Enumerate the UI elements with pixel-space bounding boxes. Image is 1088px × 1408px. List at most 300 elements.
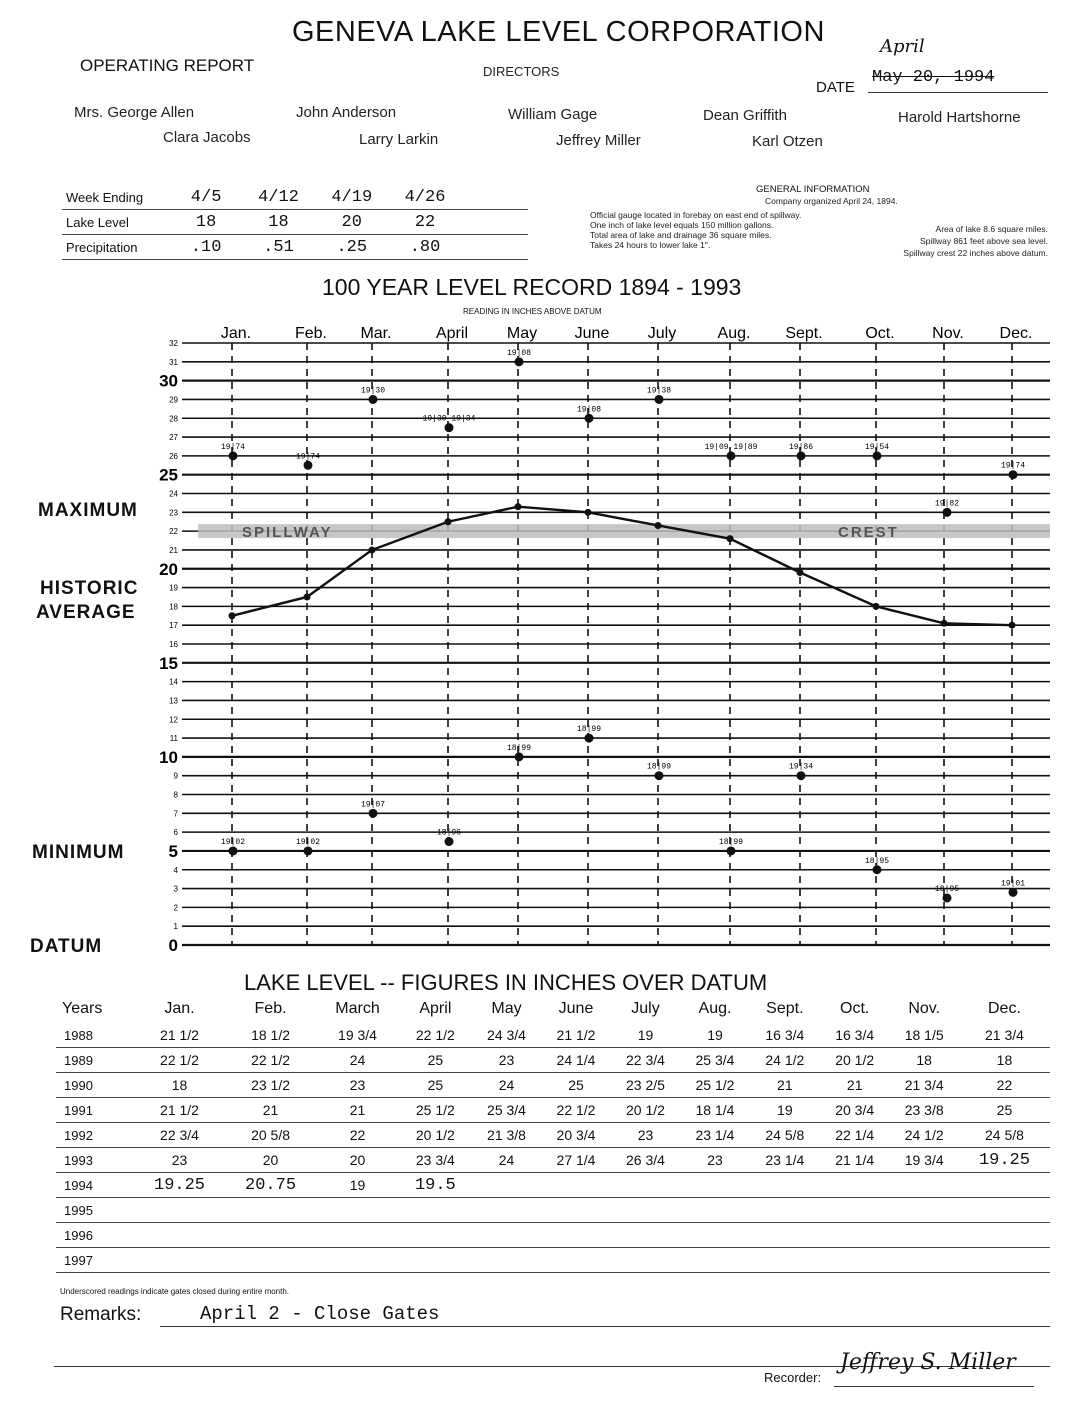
table-row — [56, 1123, 1050, 1148]
level-cell: 23 1/4 — [680, 1123, 749, 1148]
maximum-label: MAXIMUM — [38, 500, 138, 521]
table-row — [56, 1148, 1050, 1173]
general-info-line: Spillway crest 22 inches above datum. — [903, 248, 1048, 258]
y-tick-label: 21 — [169, 545, 178, 555]
level-cell: 22 1/2 — [399, 1023, 472, 1048]
level-cell — [611, 1173, 680, 1198]
level-cell — [399, 1198, 472, 1223]
minimum-point — [304, 846, 313, 855]
year-cell: 1988 — [56, 1023, 134, 1048]
minimum-year-label: 19|34 — [788, 762, 814, 772]
directors-label: DIRECTORS — [483, 64, 560, 79]
level-cell: 22 — [316, 1123, 399, 1148]
y-tick-label: 0 — [168, 936, 178, 955]
average-point — [445, 518, 452, 525]
level-cell: 25 — [541, 1073, 610, 1098]
precipitation-cell: .25 — [315, 235, 388, 260]
level-cell: 23 — [611, 1123, 680, 1148]
month-header: March — [335, 999, 380, 1017]
average-point — [304, 593, 311, 600]
y-tick-label: 24 — [169, 489, 178, 499]
month-header: Feb. — [254, 999, 287, 1017]
level-cell: 24 3/4 — [472, 1023, 541, 1048]
table-row — [56, 1023, 1050, 1048]
level-cell: 18 1/2 — [225, 1023, 316, 1048]
level-cell — [225, 1198, 316, 1223]
level-cell: 21 3/4 — [889, 1073, 958, 1098]
level-cell: 19 3/4 — [316, 1023, 399, 1048]
month-header: Nov. — [908, 999, 941, 1017]
director-name: Clara Jacobs — [163, 129, 251, 146]
week-ending-cell: 4/12 — [242, 185, 315, 210]
level-cell: 20 1/2 — [820, 1048, 889, 1073]
week-ending-cell: 4/5 — [170, 185, 242, 210]
director-name: Mrs. George Allen — [74, 104, 195, 121]
level-cell — [959, 1198, 1050, 1223]
level-cell: 25 — [399, 1073, 472, 1098]
y-tick-label: 5 — [168, 841, 178, 861]
month-header: Oct. — [840, 999, 870, 1017]
level-cell: 24 — [472, 1073, 541, 1098]
month-header: Aug. — [698, 999, 732, 1017]
level-cell: 18 1/5 — [889, 1023, 958, 1048]
maximum-year-label: 19|74 — [220, 442, 246, 452]
level-cell: 20 1/2 — [399, 1123, 472, 1148]
recorder-label: Recorder: — [764, 1370, 822, 1385]
minimum-point — [873, 865, 882, 874]
level-cell: 24 5/8 — [959, 1123, 1050, 1148]
precipitation-cell: .10 — [170, 235, 242, 260]
maximum-year-label: 19|86 — [788, 442, 814, 452]
minimum-year-label: 18|99 — [506, 743, 532, 753]
maximum-point — [727, 451, 736, 460]
level-cell: 23 3/4 — [399, 1148, 472, 1173]
maximum-point — [1009, 470, 1018, 479]
row-label: Lake Level — [62, 210, 170, 235]
table-row — [56, 1198, 1050, 1223]
level-cell — [541, 1173, 610, 1198]
month-label: Feb. — [294, 325, 328, 342]
crest-text: CREST — [838, 524, 899, 542]
year-cell: 1989 — [56, 1048, 134, 1073]
y-tick-label: 8 — [173, 790, 178, 800]
month-label: Dec. — [999, 325, 1033, 342]
level-cell: 19.25 — [959, 1148, 1050, 1173]
level-cell: 24 1/2 — [750, 1048, 820, 1073]
level-cell: 22 3/4 — [611, 1048, 680, 1073]
director-name: William Gage — [508, 106, 598, 123]
level-cell: 24 5/8 — [750, 1123, 820, 1148]
y-tick-label: 19 — [169, 583, 178, 593]
level-cell: 23 — [134, 1148, 225, 1173]
month-label: July — [647, 325, 677, 342]
y-tick-label: 12 — [169, 715, 178, 725]
month-header: June — [558, 999, 594, 1017]
spillway-text: SPILLWAY — [242, 524, 333, 542]
year-cell: 1990 — [56, 1073, 134, 1098]
level-cell: 25 1/2 — [680, 1073, 749, 1098]
level-cell — [889, 1223, 958, 1248]
level-cell: 24 — [472, 1148, 541, 1173]
director-name: Dean Griffith — [703, 107, 787, 124]
y-tick-label: 15 — [159, 653, 178, 673]
minimum-label: MINIMUM — [32, 842, 125, 863]
maximum-year-label: 19|74 — [295, 452, 321, 462]
average-point — [585, 509, 592, 516]
average-point — [229, 612, 236, 619]
month-header: July — [631, 999, 660, 1017]
level-cell: 23 — [316, 1073, 399, 1098]
month-header: Sept. — [766, 999, 804, 1017]
average-point — [1009, 622, 1016, 629]
minimum-year-label: 19|01 — [1000, 879, 1026, 889]
y-tick-label: 18 — [169, 602, 178, 612]
date-handwritten: April — [880, 36, 925, 57]
director-name: Karl Otzen — [752, 133, 823, 150]
level-cell: 23 — [680, 1148, 749, 1173]
y-tick-label: 26 — [169, 451, 178, 461]
level-cell — [316, 1248, 399, 1273]
level-cell: 16 3/4 — [750, 1023, 820, 1048]
y-tick-label: 3 — [173, 884, 178, 894]
level-cell: 20 5/8 — [225, 1123, 316, 1148]
maximum-year-label: 19|82 — [934, 499, 960, 509]
level-cell — [472, 1173, 541, 1198]
minimum-point — [585, 734, 594, 743]
y-tick-label: 29 — [169, 395, 178, 405]
maximum-year-label: 19|08 — [576, 405, 602, 415]
level-cell — [472, 1223, 541, 1248]
level-cell: 23 — [472, 1048, 541, 1073]
level-cell: 25 — [959, 1098, 1050, 1123]
level-cell: 20 — [316, 1148, 399, 1173]
level-cell — [750, 1173, 820, 1198]
maximum-year-label: 19|09 19|89 — [704, 442, 758, 452]
y-tick-label: 9 — [173, 771, 178, 781]
general-info-heading: GENERAL INFORMATION — [756, 184, 870, 195]
level-cell: 23 1/4 — [750, 1148, 820, 1173]
general-info-line: Official gauge located in forebay on east end of spillway. — [590, 210, 802, 220]
year-cell: 1993 — [56, 1148, 134, 1173]
level-cell: 20 — [225, 1148, 316, 1173]
level-cell: 21 3/4 — [959, 1023, 1050, 1048]
minimum-point — [797, 771, 806, 780]
average-point — [655, 522, 662, 529]
level-cell — [541, 1223, 610, 1248]
recorder-signature: Jeffrey S. Miller — [840, 1350, 1016, 1375]
maximum-point — [229, 451, 238, 460]
table-row — [56, 1248, 1050, 1273]
row-label: Precipitation — [62, 235, 170, 260]
level-cell: 21 1/2 — [134, 1098, 225, 1123]
general-info-line: One inch of lake level equals 150 million gallons. — [590, 220, 774, 230]
level-cell: 22 3/4 — [134, 1123, 225, 1148]
level-cell: 24 — [316, 1048, 399, 1073]
minimum-point — [727, 846, 736, 855]
y-tick-label: 1 — [173, 922, 178, 932]
level-cell — [680, 1173, 749, 1198]
general-info-line: Spillway 861 feet above sea level. — [919, 236, 1048, 246]
minimum-year-label: 18|99 — [576, 725, 602, 735]
level-cell: 16 3/4 — [820, 1023, 889, 1048]
minimum-year-label: 18|99 — [646, 762, 672, 772]
level-cell — [820, 1198, 889, 1223]
y-tick-label: 6 — [173, 828, 178, 838]
month-label: Jan. — [220, 325, 252, 342]
director-name: Larry Larkin — [359, 131, 439, 148]
level-cell: 21 1/2 — [541, 1023, 610, 1048]
level-cell: 21 — [316, 1098, 399, 1123]
average-point — [727, 535, 734, 542]
y-tick-label: 4 — [173, 865, 178, 875]
years-header: Years — [62, 999, 103, 1017]
table-header-row — [56, 994, 1050, 1023]
datum-label: DATUM — [30, 936, 103, 957]
y-tick-label: 14 — [169, 677, 178, 687]
level-cell: 25 1/2 — [399, 1098, 472, 1123]
y-tick-label: 27 — [169, 433, 178, 443]
level-cell: 20.75 — [225, 1173, 316, 1198]
month-header: May — [491, 999, 522, 1017]
maximum-point — [585, 414, 594, 423]
level-cell: 22 — [959, 1073, 1050, 1098]
y-tick-label: 23 — [169, 508, 178, 518]
level-cell: 25 — [399, 1048, 472, 1073]
y-tick-label: 30 — [159, 371, 178, 391]
minimum-year-label: 18|95 — [934, 884, 960, 894]
level-cell — [134, 1198, 225, 1223]
level-cell — [680, 1223, 749, 1248]
director-name: Jeffrey Miller — [556, 132, 641, 149]
general-info-line: Takes 24 hours to lower lake 1". — [590, 240, 711, 250]
y-tick-label: 28 — [169, 414, 178, 424]
week-ending-cell: 4/19 — [315, 185, 388, 210]
table-row — [56, 1098, 1050, 1123]
level-cell — [472, 1198, 541, 1223]
underscore-note: Underscored readings indicate gates closed during entire month. — [60, 1287, 290, 1296]
level-cell — [611, 1223, 680, 1248]
lake-level-cell: 20 — [315, 210, 388, 235]
level-cell — [820, 1223, 889, 1248]
minimum-year-label: 18|95 — [864, 856, 890, 866]
table-row — [56, 1048, 1050, 1073]
level-cell: 18 — [889, 1048, 958, 1073]
minimum-point — [369, 809, 378, 818]
y-tick-label: 2 — [173, 903, 178, 913]
y-tick-label: 16 — [169, 640, 178, 649]
month-label: June — [574, 325, 610, 342]
minimum-point — [229, 846, 238, 855]
general-info-organized: Company organized April 24, 1894. — [765, 196, 898, 206]
maximum-point — [655, 395, 664, 404]
chart-subtitle: READING IN INCHES ABOVE DATUM — [463, 307, 602, 316]
row-label: Week Ending — [62, 185, 170, 210]
level-cell: 25 3/4 — [680, 1048, 749, 1073]
minimum-year-label: 19|02 — [220, 837, 246, 847]
lake-level-table — [56, 994, 1050, 1273]
level-cell — [134, 1248, 225, 1273]
average-point — [873, 603, 880, 610]
level-cell: 19 3/4 — [889, 1148, 958, 1173]
level-cell — [541, 1198, 610, 1223]
year-cell: 1992 — [56, 1123, 134, 1148]
level-cell: 19 — [680, 1023, 749, 1048]
level-cell — [889, 1198, 958, 1223]
y-tick-label: 22 — [169, 527, 178, 537]
level-cell: 26 3/4 — [611, 1148, 680, 1173]
level-cell: 18 — [134, 1073, 225, 1098]
minimum-year-label: 18|96 — [436, 828, 462, 838]
level-cell — [316, 1198, 399, 1223]
maximum-point — [515, 357, 524, 366]
month-label: May — [506, 325, 538, 342]
maximum-year-label: 19|38 — [646, 386, 672, 396]
date-value: May 20, 1994 — [872, 68, 995, 87]
level-cell — [750, 1223, 820, 1248]
maximum-year-label: 19|30 19|34 — [422, 414, 476, 424]
minimum-point — [515, 752, 524, 761]
precipitation-cell: .51 — [242, 235, 315, 260]
level-cell: 25 3/4 — [472, 1098, 541, 1123]
maximum-point — [445, 423, 454, 432]
level-cell: 21 3/8 — [472, 1123, 541, 1148]
level-cell: 19.25 — [134, 1173, 225, 1198]
level-cell — [541, 1248, 610, 1273]
minimum-point — [943, 893, 952, 902]
y-tick-label: 13 — [169, 696, 178, 706]
maximum-point — [943, 508, 952, 517]
general-info-line: Total area of lake and drainage 36 square miles. — [590, 230, 772, 240]
level-cell: 19 — [316, 1173, 399, 1198]
y-tick-label: 31 — [169, 357, 178, 367]
level-cell — [225, 1223, 316, 1248]
average-point — [369, 546, 376, 553]
level-cell: 21 — [820, 1073, 889, 1098]
level-cell: 23 2/5 — [611, 1073, 680, 1098]
month-header: Dec. — [988, 999, 1021, 1017]
table-row — [56, 1173, 1050, 1198]
year-cell: 1995 — [56, 1198, 134, 1223]
level-cell: 21 — [750, 1073, 820, 1098]
maximum-year-label: 19|08 — [506, 348, 532, 358]
level-cell — [680, 1198, 749, 1223]
y-tick-label: 32 — [169, 339, 178, 348]
level-cell — [134, 1223, 225, 1248]
month-header: Jan. — [164, 999, 195, 1017]
level-cell — [472, 1248, 541, 1273]
level-cell — [399, 1248, 472, 1273]
y-tick-label: 20 — [159, 559, 178, 579]
level-cell — [820, 1173, 889, 1198]
level-cell: 27 1/4 — [541, 1148, 610, 1173]
level-cell: 20 3/4 — [541, 1123, 610, 1148]
year-cell: 1991 — [56, 1098, 134, 1123]
year-cell: 1996 — [56, 1223, 134, 1248]
y-tick-label: 17 — [169, 621, 178, 631]
level-cell — [225, 1248, 316, 1273]
level-cell: 21 — [225, 1098, 316, 1123]
average-point — [797, 569, 804, 576]
level-cell — [680, 1248, 749, 1273]
minimum-point — [1009, 888, 1018, 897]
minimum-point — [445, 837, 454, 846]
month-label: Sept. — [785, 325, 823, 342]
lake-level-cell: 18 — [170, 210, 242, 235]
level-cell — [750, 1248, 820, 1273]
maximum-point — [304, 461, 313, 470]
lake-level-cell: 18 — [242, 210, 315, 235]
maximum-point — [369, 395, 378, 404]
page-title: GENEVA LAKE LEVEL CORPORATION — [292, 16, 825, 48]
lake-level-cell: 22 — [388, 210, 461, 235]
month-label: April — [435, 325, 469, 342]
average-label: AVERAGE — [36, 602, 136, 623]
date-label: DATE — [816, 79, 855, 96]
level-cell — [399, 1223, 472, 1248]
level-cell: 18 — [959, 1048, 1050, 1073]
report-label: OPERATING REPORT — [80, 56, 255, 75]
y-tick-label: 10 — [159, 747, 178, 767]
level-cell — [750, 1198, 820, 1223]
level-cell — [889, 1173, 958, 1198]
level-cell: 22 1/2 — [541, 1098, 610, 1123]
maximum-year-label: 19|74 — [1000, 461, 1026, 471]
level-cell: 19 — [750, 1098, 820, 1123]
maximum-point — [797, 451, 806, 460]
year-cell: 1994 — [56, 1173, 134, 1198]
level-cell: 21 1/2 — [134, 1023, 225, 1048]
table-row — [56, 1073, 1050, 1098]
month-label: Oct. — [865, 325, 895, 342]
level-cell — [959, 1248, 1050, 1273]
level-cell: 23 3/8 — [889, 1098, 958, 1123]
precipitation-cell: .80 — [388, 235, 461, 260]
level-cell — [316, 1223, 399, 1248]
level-cell: 22 1/4 — [820, 1123, 889, 1148]
minimum-point — [655, 771, 664, 780]
level-cell: 19.5 — [399, 1173, 472, 1198]
level-cell: 22 1/2 — [134, 1048, 225, 1073]
maximum-year-label: 19|30 — [360, 386, 386, 396]
average-point — [941, 620, 948, 627]
average-point — [515, 503, 522, 510]
level-cell: 23 1/2 — [225, 1073, 316, 1098]
y-tick-label: 25 — [159, 465, 178, 485]
remarks-label: Remarks: — [60, 1304, 142, 1325]
maximum-year-label: 19|54 — [864, 442, 890, 452]
level-cell: 18 1/4 — [680, 1098, 749, 1123]
month-label: Nov. — [932, 325, 964, 342]
minimum-year-label: 19|07 — [360, 800, 386, 810]
minimum-year-label: 18|99 — [718, 837, 744, 847]
month-label: Aug. — [717, 325, 751, 342]
level-cell: 19 — [611, 1023, 680, 1048]
level-cell: 20 3/4 — [820, 1098, 889, 1123]
level-cell — [611, 1248, 680, 1273]
y-tick-label: 11 — [169, 734, 178, 744]
level-cell: 24 1/2 — [889, 1123, 958, 1148]
chart-title: 100 YEAR LEVEL RECORD 1894 - 1993 — [322, 274, 742, 300]
maximum-point — [873, 451, 882, 460]
director-name: John Anderson — [296, 104, 397, 121]
level-cell — [889, 1248, 958, 1273]
table-row — [56, 1223, 1050, 1248]
level-cell — [820, 1248, 889, 1273]
level-cell: 24 1/4 — [541, 1048, 610, 1073]
minimum-year-label: 19|02 — [295, 837, 321, 847]
level-cell: 21 1/4 — [820, 1148, 889, 1173]
director-name: Harold Hartshorne — [898, 109, 1021, 126]
